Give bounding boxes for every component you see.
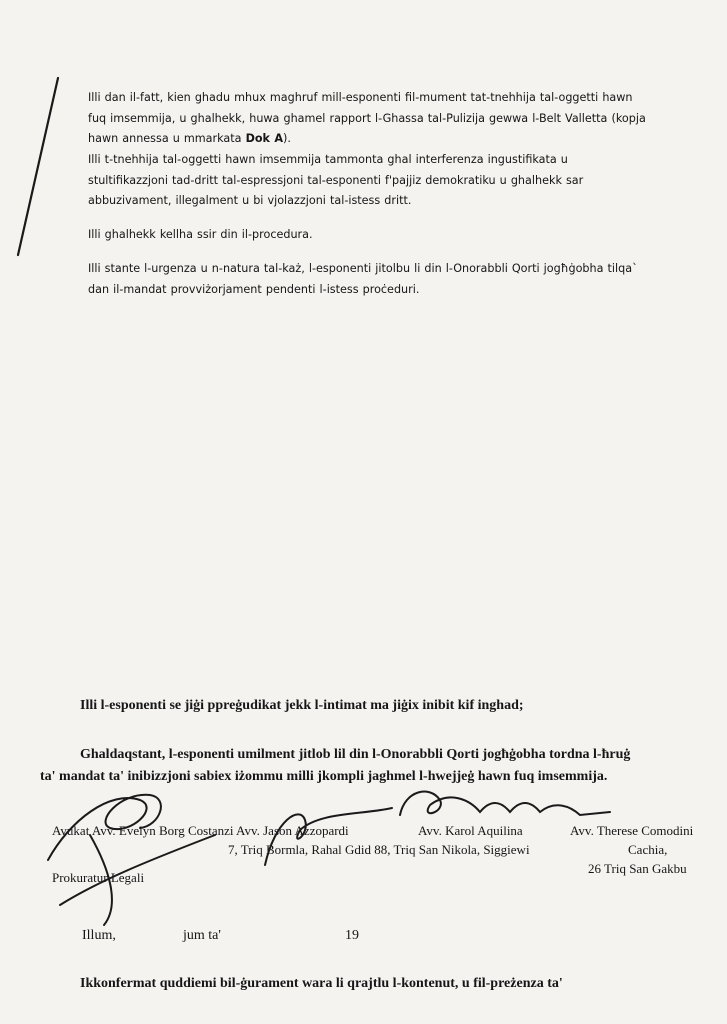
- prayer-paragraph: Ghaldaqstant, l-esponenti umilment jitlob lil din l-Onorabbli Qorti jogħġobha tordna l-ħruġ ta' mandat ta' inibizzjoni sabiex iżommu milli jkompli jaghmel l-hwejjeġ hawn fuq imsemmija.: [40, 747, 631, 784]
- date-year: 19: [345, 928, 359, 943]
- prejudice-statement: Illi l-esponenti se jiġi ppreġudikat jekk l-intimat ma jiġix inibit kif inghad;: [80, 698, 524, 713]
- margin-pen-line: [18, 78, 58, 255]
- signatory-line-1: Avukat Avv. Evelyn Borg Costanzi Avv. Jason Azzopardi: [52, 823, 349, 838]
- handwritten-signature-left: [48, 795, 215, 925]
- paragraph-urgency: Illi stante l-urgenza u n-natura tal-każ, l-esponenti jitolbu li din l-Onorabbli Qorti jogħġobha tilqa` dan il-mandat provviżorjament pendenti l-istess proċeduri.: [88, 262, 638, 296]
- paragraph-procedure: Illi ghalhekk kellha ssir din il-procedura.: [88, 228, 313, 241]
- signatory-addresses: 7, Triq Bormla, Rahal Gdid 88, Triq San Nikola, Siggiewi: [228, 842, 530, 857]
- date-jum: jum ta': [183, 928, 221, 943]
- signatory-aquilina: Avv. Karol Aquilina: [418, 823, 523, 838]
- signatory-address-right: 26 Triq San Gakbu: [588, 861, 687, 876]
- date-illum: Illum,: [82, 928, 116, 943]
- exhibit-reference: Dok A: [245, 132, 284, 145]
- signatory-comodini: Avv. Therese Comodini: [570, 823, 694, 838]
- paragraph-discovery: Illi dan il-fatt, kien ghadu mhux maghruf mill-esponenti fil-mument tat-tnehhija tal-oggetti hawn fuq imsemmija, u ghalhekk, huwa ghamel rapport l-Ghassa tal-Pulizija gewwa l-Belt Valletta (kopja hawn annessa u mmarkata Dok A).: [88, 91, 646, 145]
- signatory-cachia: Cachia,: [628, 842, 668, 857]
- paragraph-interference: Illi t-tnehhija tal-oggetti hawn imsemmija tammonta ghal interferenza ingustifikata u stultifikazzjoni tad-dritt tal-espressjoni tal-esponenti f'pajjiz demokratiku u ghalhekk sar abbuzivament, illegalment u bi vjolazzjoni tal-istess dritt.: [88, 153, 584, 207]
- procurator-label: Prokuratur Legali: [52, 870, 145, 885]
- handwritten-signature-middle: [265, 808, 392, 865]
- oath-confirmation: Ikkonfermat quddiemi bil-ġurament wara li qrajtlu l-kontenut, u fil-preżenza ta': [80, 976, 563, 991]
- handwritten-signature-right: [400, 792, 610, 815]
